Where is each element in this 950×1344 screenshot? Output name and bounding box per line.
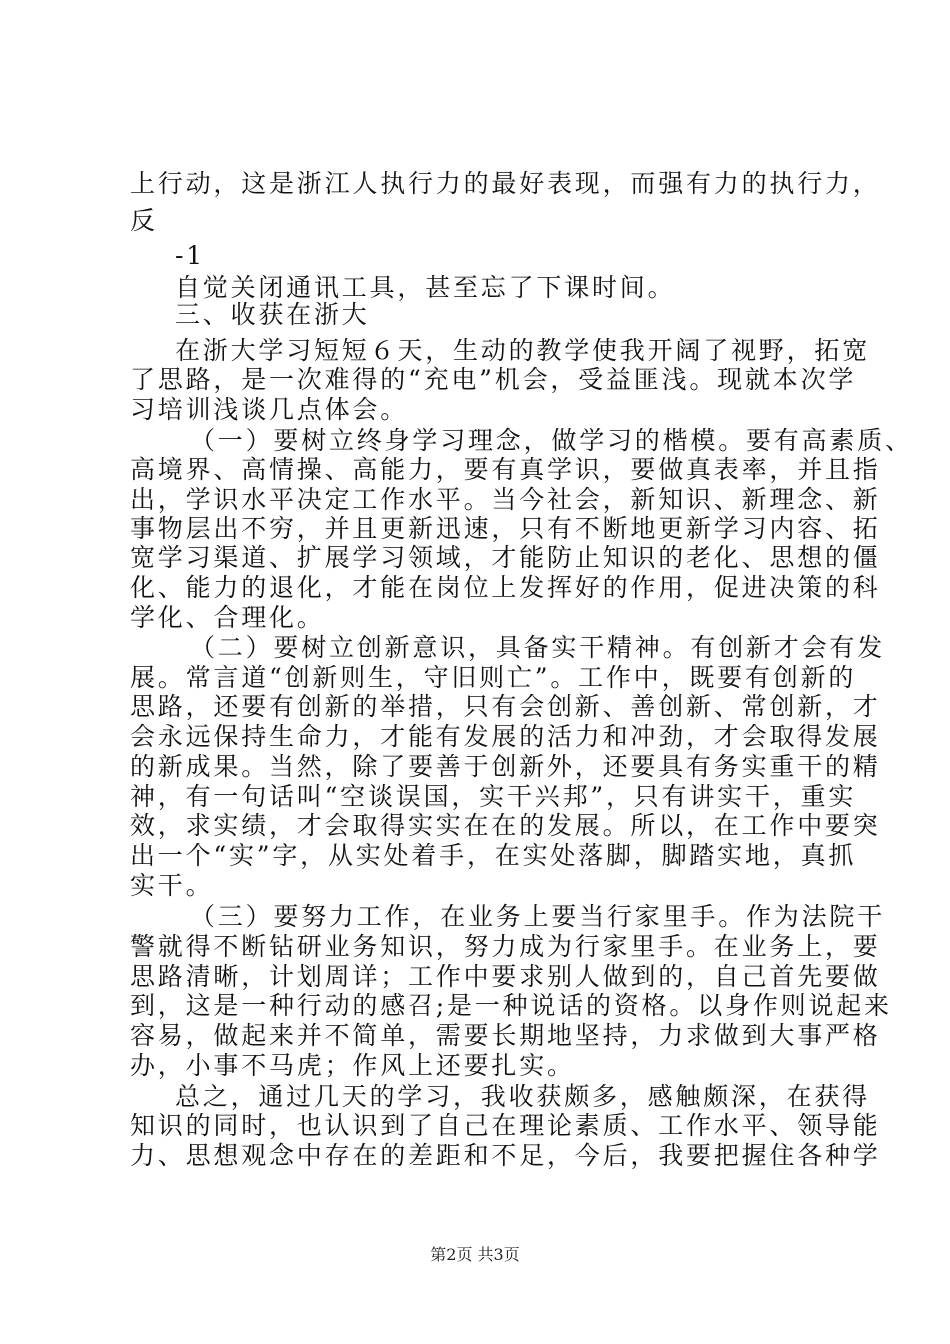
text-line: 力、思想观念中存在的差距和不足，今后，我要把握住各种学 xyxy=(130,1141,881,1170)
text-line: 了思路，是一次难得的“充电”机会，受益匪浅。现就本次学 xyxy=(130,365,857,394)
text-line: 容易，做起来并不简单，需要长期地坚持，力求做到大事严格 xyxy=(130,1021,881,1050)
text-line: 思路，还要有创新的举措，只有会创新、善创新、常创新，才 xyxy=(130,692,881,721)
text-line: 知识的同时，也认识到了自己在理论素质、工作水平、领导能 xyxy=(130,1111,881,1140)
text-line: （三）要努力工作，在业务上要当行家里手。作为法院干 xyxy=(190,902,886,931)
text-line: 的新成果。当然，除了要善于创新外，还要具有务实重干的精 xyxy=(130,752,881,781)
text-line: 出一个“实”字，从实处着手，在实处落脚，脚踏实地，真抓 xyxy=(130,841,857,870)
text-line: 上行动，这是浙江人执行力的最好表现，而强有力的执行力， xyxy=(130,169,881,198)
text-line: 办，小事不马虎；作风上还要扎实。 xyxy=(130,1051,575,1080)
text-line: 习培训浅谈几点体会。 xyxy=(130,395,409,424)
text-line: 总之，通过几天的学习，我收获颇多，感触颇深，在获得 xyxy=(175,1082,871,1111)
text-line: 实干。 xyxy=(130,871,214,900)
text-line: 事物层出不穷，并且更新迅速，只有不断地更新学习内容、拓 xyxy=(130,514,881,543)
page-footer: 第2页 共3页 xyxy=(430,1245,520,1264)
text-line: （二）要树立创新意识，具备实干精神。有创新才会有发 xyxy=(190,633,886,662)
text-line: （一）要树立终身学习理念，做学习的楷模。要有高素质、 xyxy=(190,426,913,455)
text-line: 会永远保持生命力，才能有发展的活力和冲劲，才会取得发展 xyxy=(130,722,881,751)
text-line: 出，学识水平决定工作水平。当今社会，新知识、新理念、新 xyxy=(130,485,881,514)
text-line: 在浙大学习短短６天，生动的教学使我开阔了视野，拓宽 xyxy=(175,336,871,365)
text-line: 警就得不断钻研业务知识，努力成为行家里手。在业务上，要 xyxy=(130,932,881,961)
text-line: 展。常言道“创新则生，守旧则亡”。工作中，既要有创新的 xyxy=(130,663,857,692)
text-line: 自觉关闭通讯工具，甚至忘了下课时间。 xyxy=(175,273,676,302)
text-line: 高境界、高情操、高能力，要有真学识，要做真表率，并且指 xyxy=(130,455,881,484)
text-line: 效，求实绩，才会取得实实在在的发展。所以，在工作中要突 xyxy=(130,811,881,840)
text-line: -1 xyxy=(175,241,205,270)
section-heading: 三、收获在浙大 xyxy=(175,300,370,329)
text-line: 化、能力的退化，才能在岗位上发挥好的作用，促进决策的科 xyxy=(130,573,881,602)
text-line: 反 xyxy=(130,206,158,235)
text-line: 神，有一句话叫“空谈误国，实干兴邦”，只有讲实干，重实 xyxy=(130,782,857,811)
text-line: 到，这是一种行动的感召;是一种说话的资格。以身作则说起来 xyxy=(130,991,892,1020)
text-line: 宽学习渠道、扩展学习领域，才能防止知识的老化、思想的僵 xyxy=(130,543,881,572)
text-line: 学化、合理化。 xyxy=(130,603,325,632)
text-line: 思路清晰，计划周详；工作中要求别人做到的，自己首先要做 xyxy=(130,962,881,991)
